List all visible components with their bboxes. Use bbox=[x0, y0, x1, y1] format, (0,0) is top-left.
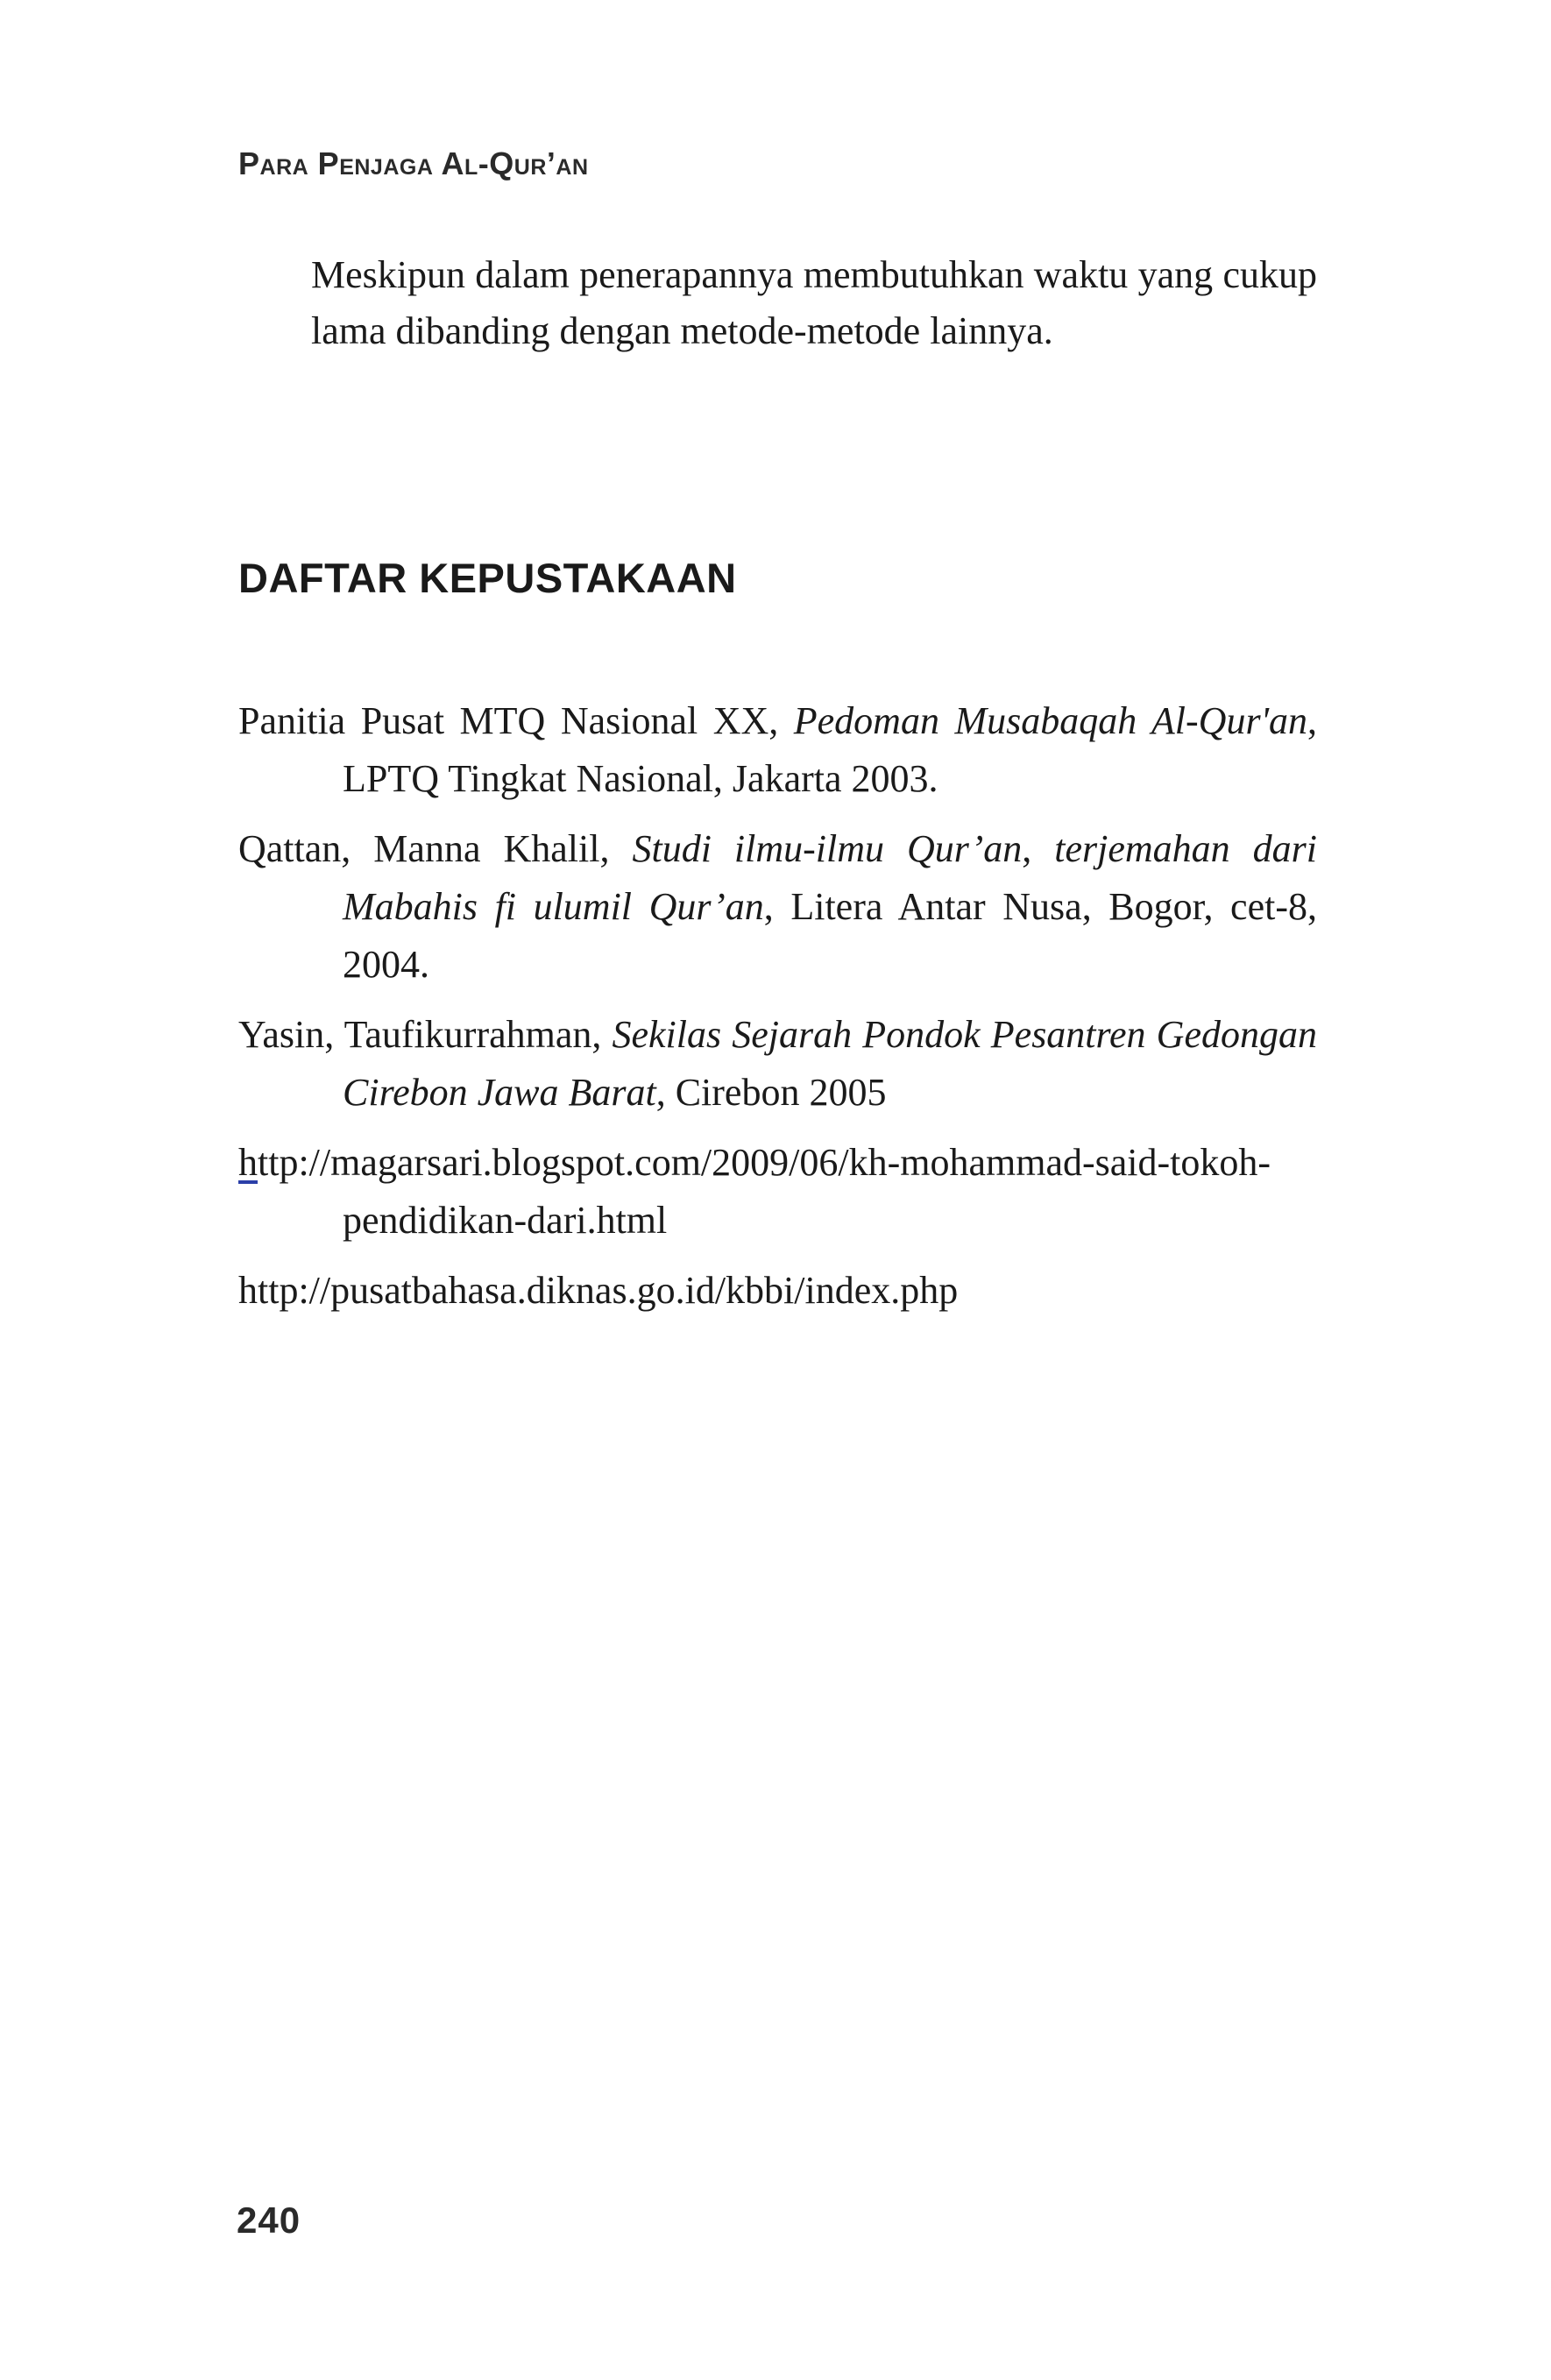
bibliography-entry-url bbox=[238, 1262, 1317, 1320]
ref-publication: , LPTQ Tingkat Nasional, Jakarta 2003. bbox=[343, 699, 1317, 800]
page-number: 240 bbox=[237, 2199, 301, 2241]
url-first-letter: h bbox=[238, 1141, 258, 1184]
bibliography-entry bbox=[238, 692, 1317, 808]
ref-author: Panitia Pusat MTQ Nasional XX, bbox=[238, 699, 794, 742]
section-title: DAFTAR KEPUSTAKAAN bbox=[238, 555, 737, 601]
ref-translation-note: terjemahan dari Mabahis fi ulumil Qur’an bbox=[343, 827, 1317, 928]
ref-author: Qattan, Manna Khalil, bbox=[238, 827, 633, 870]
ref-publication: , Litera Antar Nusa, Bogor, cet-8, 2004. bbox=[343, 885, 1317, 986]
ref-title: Pedoman Musabaqah Al-Qur'an bbox=[793, 699, 1307, 742]
bibliography-list bbox=[238, 692, 1317, 1332]
bibliography-entry bbox=[238, 1006, 1317, 1122]
bibliography-entry-url bbox=[238, 1134, 1317, 1250]
ref-publication: , Cirebon 2005 bbox=[655, 1071, 887, 1114]
ref-title: Sekilas Sejarah Pondok Pesantren Gedongan Cirebon Jawa Barat bbox=[343, 1013, 1317, 1114]
ref-author: Yasin, Taufikurrahman, bbox=[238, 1013, 613, 1056]
intro-paragraph: Meskipun dalam penerapannya membutuhkan waktu yang cukup lama dibanding dengan metode-metode lainnya. bbox=[311, 253, 1317, 352]
ref-title: Studi ilmu-ilmu Qur’an bbox=[632, 827, 1023, 870]
url-text: http://pusatbahasa.diknas.go.id/kbbi/index.php bbox=[238, 1269, 959, 1312]
ref-separator: , bbox=[1022, 827, 1055, 870]
url-rest: ttp://magarsari.blogspot.com/2009/06/kh-mohammad-said-tokoh-pendidikan-dari.html bbox=[258, 1141, 1271, 1242]
book-title: Para Penjaga Al-Qur’an bbox=[238, 145, 589, 181]
bibliography-entry bbox=[238, 820, 1317, 994]
